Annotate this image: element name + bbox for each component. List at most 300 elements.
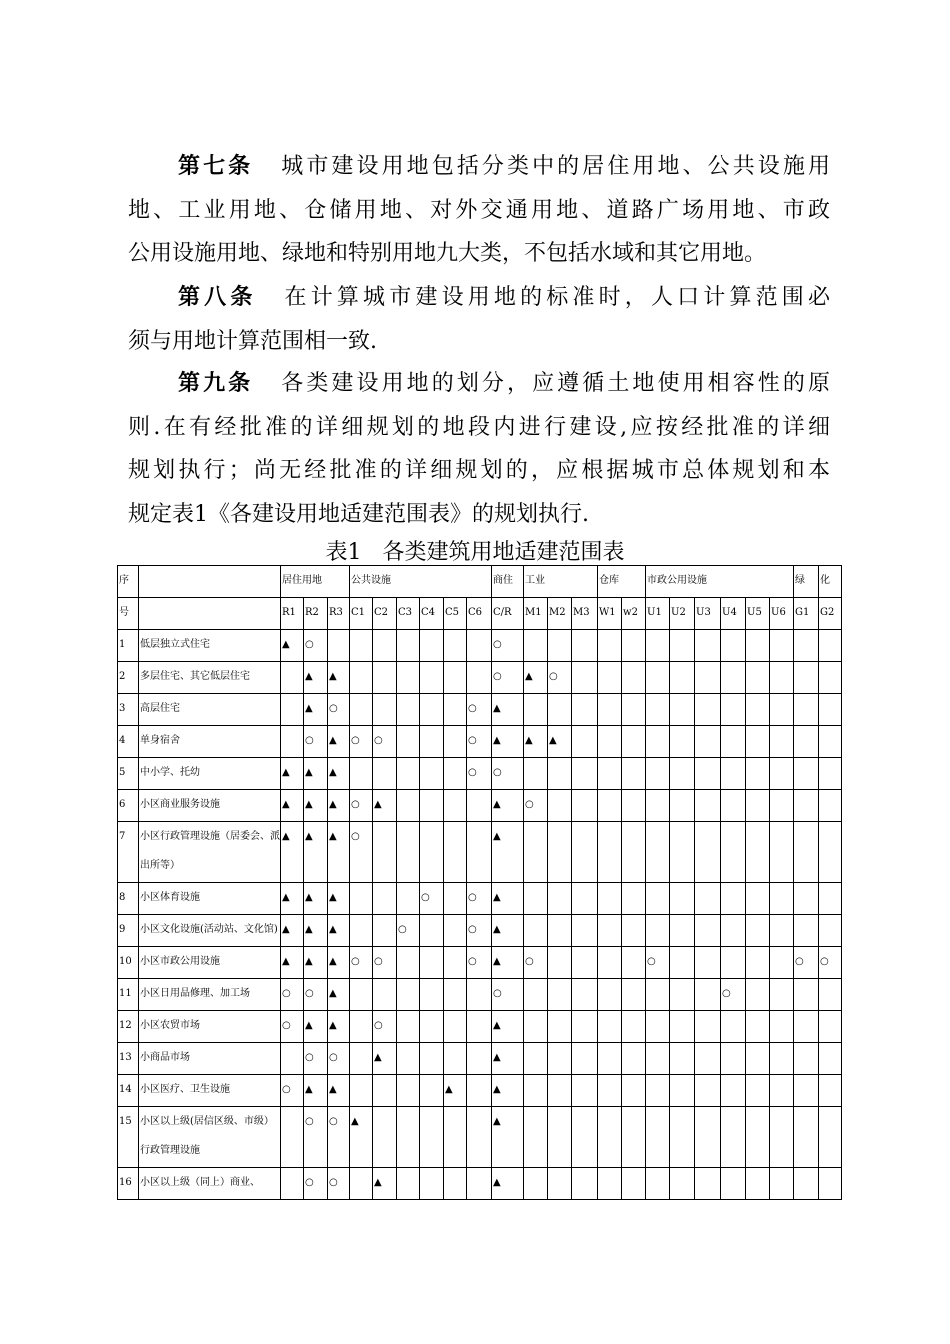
empty-cell: [444, 726, 467, 758]
empty-cell: [397, 726, 420, 758]
empty-cell: [350, 758, 373, 790]
empty-cell: [622, 883, 646, 915]
conditional-mark: ○: [467, 694, 492, 726]
permitted-mark: ▲: [281, 758, 304, 790]
permitted-mark: ▲: [281, 790, 304, 822]
empty-cell: [397, 1168, 420, 1200]
row-number: 1: [118, 630, 139, 662]
empty-cell: [622, 1075, 646, 1107]
empty-cell: [420, 662, 444, 694]
conditional-mark: ○: [304, 726, 328, 758]
line-text: 各类建设用地的划分，应遵循土地使用相容性的原: [281, 371, 830, 396]
empty-cell: [670, 630, 695, 662]
empty-cell: [670, 1011, 695, 1043]
empty-cell: [770, 662, 794, 694]
empty-cell: [622, 1011, 646, 1043]
empty-cell: [670, 790, 695, 822]
empty-cell: [622, 1043, 646, 1075]
article-heading: 第七条: [178, 153, 254, 179]
empty-cell: [572, 1075, 598, 1107]
empty-cell: [770, 694, 794, 726]
empty-cell: [770, 790, 794, 822]
permitted-mark: ▲: [281, 883, 304, 915]
empty-cell: [721, 630, 746, 662]
empty-cell: [746, 947, 770, 979]
empty-cell: [420, 1043, 444, 1075]
row-number: 8: [118, 883, 139, 915]
empty-cell: [670, 1043, 695, 1075]
empty-cell: [524, 1107, 548, 1168]
empty-cell: [397, 822, 420, 883]
empty-cell: [746, 1107, 770, 1168]
empty-cell: [598, 822, 622, 883]
row-number: 15: [118, 1107, 139, 1168]
empty-cell: [444, 915, 467, 947]
column-code: G2: [819, 598, 842, 630]
empty-cell: [572, 630, 598, 662]
empty-cell: [794, 915, 819, 947]
empty-cell: [646, 1043, 670, 1075]
permitted-mark: ▲: [492, 726, 524, 758]
empty-cell: [420, 726, 444, 758]
empty-cell: [350, 1075, 373, 1107]
empty-cell: [598, 1043, 622, 1075]
row-name: 小区商业服务设施: [139, 790, 281, 822]
line-text: 公用设施用地、绿地和特别用地九大类，不包括水域和其它用地。: [128, 241, 767, 266]
empty-cell: [598, 1011, 622, 1043]
empty-cell: [524, 630, 548, 662]
conditional-mark: ○: [492, 979, 524, 1011]
conditional-mark: ○: [467, 758, 492, 790]
permitted-mark: ▲: [328, 979, 350, 1011]
group-header: 仓库: [598, 566, 646, 598]
column-code: C3: [397, 598, 420, 630]
empty-cell: [746, 662, 770, 694]
column-code: U4: [721, 598, 746, 630]
row-name: 高层住宅: [139, 694, 281, 726]
empty-cell: [646, 790, 670, 822]
permitted-mark: ▲: [304, 790, 328, 822]
empty-cell: [770, 758, 794, 790]
row-number: 14: [118, 1075, 139, 1107]
row-name: 小区文化设施(活动站、文化馆): [139, 915, 281, 947]
permitted-mark: ▲: [328, 915, 350, 947]
line-text: 在计算城市建设用地的标准时，人口计算范围必: [284, 285, 830, 310]
empty-cell: [622, 662, 646, 694]
empty-cell: [794, 630, 819, 662]
permitted-mark: ▲: [373, 1043, 397, 1075]
column-code: U2: [670, 598, 695, 630]
empty-cell: [467, 1107, 492, 1168]
name-header-2: [139, 598, 281, 630]
empty-cell: [444, 947, 467, 979]
article-heading: 第九条: [178, 370, 254, 396]
empty-cell: [397, 1011, 420, 1043]
empty-cell: [695, 790, 721, 822]
empty-cell: [622, 915, 646, 947]
empty-cell: [695, 915, 721, 947]
conditional-mark: ○: [524, 790, 548, 822]
empty-cell: [622, 758, 646, 790]
conditional-mark: ○: [794, 947, 819, 979]
permitted-mark: ▲: [328, 1011, 350, 1043]
empty-cell: [746, 1043, 770, 1075]
empty-cell: [770, 1075, 794, 1107]
row-name: 小区行政管理设施（居委会、派出所等）: [139, 822, 281, 883]
empty-cell: [746, 822, 770, 883]
row-number: 7: [118, 822, 139, 883]
empty-cell: [770, 822, 794, 883]
empty-cell: [548, 883, 572, 915]
empty-cell: [397, 790, 420, 822]
conditional-mark: ○: [304, 1107, 328, 1168]
table-row: [118, 1107, 842, 1168]
empty-cell: [444, 1107, 467, 1168]
empty-cell: [695, 883, 721, 915]
empty-cell: [746, 1075, 770, 1107]
empty-cell: [397, 1107, 420, 1168]
land-use-table: [117, 565, 842, 1200]
name-header: [139, 566, 281, 598]
empty-cell: [670, 694, 695, 726]
empty-cell: [572, 694, 598, 726]
column-code: C6: [467, 598, 492, 630]
conditional-mark: ○: [304, 1043, 328, 1075]
empty-cell: [444, 1011, 467, 1043]
empty-cell: [350, 979, 373, 1011]
row-name: 小区农贸市场: [139, 1011, 281, 1043]
empty-cell: [524, 758, 548, 790]
empty-cell: [373, 915, 397, 947]
empty-cell: [350, 1043, 373, 1075]
article-heading: 第八条: [178, 284, 257, 310]
permitted-mark: ▲: [328, 822, 350, 883]
empty-cell: [420, 790, 444, 822]
empty-cell: [397, 662, 420, 694]
empty-cell: [794, 979, 819, 1011]
line-text: 须与用地计算范围相一致.: [128, 328, 377, 354]
empty-cell: [794, 726, 819, 758]
empty-cell: [622, 822, 646, 883]
empty-cell: [819, 726, 842, 758]
permitted-mark: ▲: [281, 915, 304, 947]
empty-cell: [420, 694, 444, 726]
conditional-mark: ○: [397, 915, 420, 947]
row-number: 2: [118, 662, 139, 694]
paragraph-line: [128, 276, 830, 320]
empty-cell: [670, 1107, 695, 1168]
empty-cell: [524, 1075, 548, 1107]
group-header: 化: [819, 566, 842, 598]
empty-cell: [695, 979, 721, 1011]
empty-cell: [819, 1043, 842, 1075]
empty-cell: [598, 790, 622, 822]
empty-cell: [373, 662, 397, 694]
empty-cell: [819, 758, 842, 790]
empty-cell: [746, 1168, 770, 1200]
permitted-mark: ▲: [350, 1107, 373, 1168]
conditional-mark: ○: [548, 662, 572, 694]
empty-cell: [721, 726, 746, 758]
empty-cell: [746, 790, 770, 822]
permitted-mark: ▲: [492, 822, 524, 883]
empty-cell: [548, 822, 572, 883]
empty-cell: [467, 630, 492, 662]
row-name: 中小学、托幼: [139, 758, 281, 790]
seq-header: 序: [118, 566, 139, 598]
empty-cell: [721, 822, 746, 883]
table-row: [118, 1168, 842, 1200]
permitted-mark: ▲: [328, 758, 350, 790]
empty-cell: [770, 883, 794, 915]
empty-cell: [794, 1107, 819, 1168]
empty-cell: [572, 1107, 598, 1168]
column-code: W1: [598, 598, 622, 630]
table-row: [118, 726, 842, 758]
permitted-mark: ▲: [304, 758, 328, 790]
empty-cell: [670, 883, 695, 915]
empty-cell: [548, 758, 572, 790]
empty-cell: [572, 662, 598, 694]
empty-cell: [350, 883, 373, 915]
empty-cell: [721, 915, 746, 947]
column-code: G1: [794, 598, 819, 630]
empty-cell: [695, 662, 721, 694]
group-header: 绿: [794, 566, 819, 598]
table-row: [118, 790, 842, 822]
empty-cell: [794, 758, 819, 790]
empty-cell: [622, 947, 646, 979]
empty-cell: [646, 1107, 670, 1168]
empty-cell: [420, 1075, 444, 1107]
empty-cell: [646, 1075, 670, 1107]
empty-cell: [670, 1075, 695, 1107]
empty-cell: [572, 1011, 598, 1043]
empty-cell: [524, 979, 548, 1011]
empty-cell: [721, 790, 746, 822]
empty-cell: [695, 726, 721, 758]
table-row: [118, 758, 842, 790]
column-code: C5: [444, 598, 467, 630]
paragraph-line: [128, 232, 830, 276]
empty-cell: [397, 758, 420, 790]
empty-cell: [281, 1107, 304, 1168]
row-number: 13: [118, 1043, 139, 1075]
empty-cell: [281, 694, 304, 726]
paragraph-line: [128, 320, 830, 364]
empty-cell: [646, 758, 670, 790]
empty-cell: [746, 883, 770, 915]
empty-cell: [721, 1107, 746, 1168]
empty-cell: [524, 1168, 548, 1200]
empty-cell: [350, 915, 373, 947]
conditional-mark: ○: [492, 630, 524, 662]
empty-cell: [444, 883, 467, 915]
empty-cell: [746, 726, 770, 758]
table-row: [118, 630, 842, 662]
empty-cell: [350, 1011, 373, 1043]
line-text: 规定表1《各建设用地适建范围表》的规划执行.: [128, 501, 589, 527]
empty-cell: [467, 790, 492, 822]
empty-cell: [548, 790, 572, 822]
conditional-mark: ○: [304, 1168, 328, 1200]
column-code: C1: [350, 598, 373, 630]
empty-cell: [622, 630, 646, 662]
empty-cell: [420, 915, 444, 947]
permitted-mark: ▲: [524, 726, 548, 758]
empty-cell: [281, 1043, 304, 1075]
permitted-mark: ▲: [304, 822, 328, 883]
empty-cell: [572, 790, 598, 822]
column-code: w2: [622, 598, 646, 630]
column-code: U1: [646, 598, 670, 630]
empty-cell: [281, 726, 304, 758]
conditional-mark: ○: [467, 726, 492, 758]
empty-cell: [819, 1075, 842, 1107]
empty-cell: [622, 1168, 646, 1200]
empty-cell: [646, 883, 670, 915]
empty-cell: [695, 1168, 721, 1200]
row-name: 小区以上级(居信区级、市级）行政管理设施: [139, 1107, 281, 1168]
empty-cell: [746, 915, 770, 947]
line-text: 则.在有经批准的详细规划的地段内进行建设,应按经批准的详细: [128, 414, 830, 440]
empty-cell: [467, 822, 492, 883]
empty-cell: [548, 1168, 572, 1200]
column-code: U5: [746, 598, 770, 630]
empty-cell: [646, 1168, 670, 1200]
empty-cell: [420, 1107, 444, 1168]
permitted-mark: ▲: [328, 790, 350, 822]
table-row: [118, 1043, 842, 1075]
paragraph-line: [128, 362, 830, 406]
column-code: C4: [420, 598, 444, 630]
empty-cell: [467, 1168, 492, 1200]
empty-cell: [444, 1168, 467, 1200]
seq-header-2: 号: [118, 598, 139, 630]
row-name: 小区以上级（同上）商业、: [139, 1168, 281, 1200]
group-header: 居住用地: [281, 566, 350, 598]
group-header: 工业: [524, 566, 598, 598]
conditional-mark: ○: [373, 726, 397, 758]
empty-cell: [572, 883, 598, 915]
empty-cell: [548, 1011, 572, 1043]
paragraph-line: [128, 493, 830, 537]
empty-cell: [598, 915, 622, 947]
empty-cell: [467, 979, 492, 1011]
empty-cell: [670, 1168, 695, 1200]
empty-cell: [721, 1043, 746, 1075]
empty-cell: [646, 694, 670, 726]
empty-cell: [548, 630, 572, 662]
table-code-row: [118, 598, 842, 630]
empty-cell: [819, 790, 842, 822]
group-header: 公共设施: [350, 566, 492, 598]
permitted-mark: ▲: [373, 1168, 397, 1200]
permitted-mark: ▲: [548, 726, 572, 758]
permitted-mark: ▲: [328, 947, 350, 979]
empty-cell: [695, 947, 721, 979]
empty-cell: [572, 947, 598, 979]
empty-cell: [670, 822, 695, 883]
empty-cell: [819, 822, 842, 883]
line-text: 地、工业用地、仓储用地、对外交通用地、道路广场用地、市政: [128, 197, 830, 223]
row-number: 9: [118, 915, 139, 947]
empty-cell: [524, 1011, 548, 1043]
permitted-mark: ▲: [492, 790, 524, 822]
empty-cell: [695, 758, 721, 790]
empty-cell: [794, 1011, 819, 1043]
empty-cell: [746, 758, 770, 790]
empty-cell: [467, 1043, 492, 1075]
empty-cell: [598, 1075, 622, 1107]
row-name: 低层独立式住宅: [139, 630, 281, 662]
conditional-mark: ○: [350, 790, 373, 822]
conditional-mark: ○: [304, 979, 328, 1011]
empty-cell: [444, 822, 467, 883]
row-number: 6: [118, 790, 139, 822]
conditional-mark: ○: [646, 947, 670, 979]
empty-cell: [598, 630, 622, 662]
paragraph-line: [128, 189, 830, 233]
empty-cell: [770, 1011, 794, 1043]
empty-cell: [598, 1168, 622, 1200]
table-row: [118, 979, 842, 1011]
empty-cell: [622, 726, 646, 758]
empty-cell: [373, 979, 397, 1011]
conditional-mark: ○: [492, 758, 524, 790]
row-number: 5: [118, 758, 139, 790]
column-code: U3: [695, 598, 721, 630]
conditional-mark: ○: [328, 1043, 350, 1075]
empty-cell: [770, 947, 794, 979]
empty-cell: [695, 1043, 721, 1075]
empty-cell: [819, 1168, 842, 1200]
group-header: 市政公用设施: [646, 566, 794, 598]
empty-cell: [819, 1107, 842, 1168]
empty-cell: [746, 1011, 770, 1043]
empty-cell: [548, 1107, 572, 1168]
empty-cell: [397, 694, 420, 726]
empty-cell: [397, 630, 420, 662]
table-title: 表1 各类建筑用地适建范围表: [325, 540, 625, 565]
permitted-mark: ▲: [304, 1075, 328, 1107]
column-code: M1: [524, 598, 548, 630]
empty-cell: [598, 662, 622, 694]
empty-cell: [572, 726, 598, 758]
permitted-mark: ▲: [328, 1075, 350, 1107]
empty-cell: [467, 1075, 492, 1107]
table-row: [118, 662, 842, 694]
empty-cell: [819, 694, 842, 726]
row-number: 10: [118, 947, 139, 979]
column-code: R3: [328, 598, 350, 630]
empty-cell: [770, 1107, 794, 1168]
empty-cell: [444, 694, 467, 726]
conditional-mark: ○: [350, 822, 373, 883]
empty-cell: [695, 630, 721, 662]
row-name: 小区市政公用设施: [139, 947, 281, 979]
table-row: [118, 822, 842, 883]
empty-cell: [670, 979, 695, 1011]
permitted-mark: ▲: [492, 1075, 524, 1107]
permitted-mark: ▲: [492, 1168, 524, 1200]
conditional-mark: ○: [492, 662, 524, 694]
permitted-mark: ▲: [492, 1043, 524, 1075]
empty-cell: [721, 1168, 746, 1200]
permitted-mark: ▲: [492, 915, 524, 947]
empty-cell: [444, 630, 467, 662]
empty-cell: [695, 1011, 721, 1043]
